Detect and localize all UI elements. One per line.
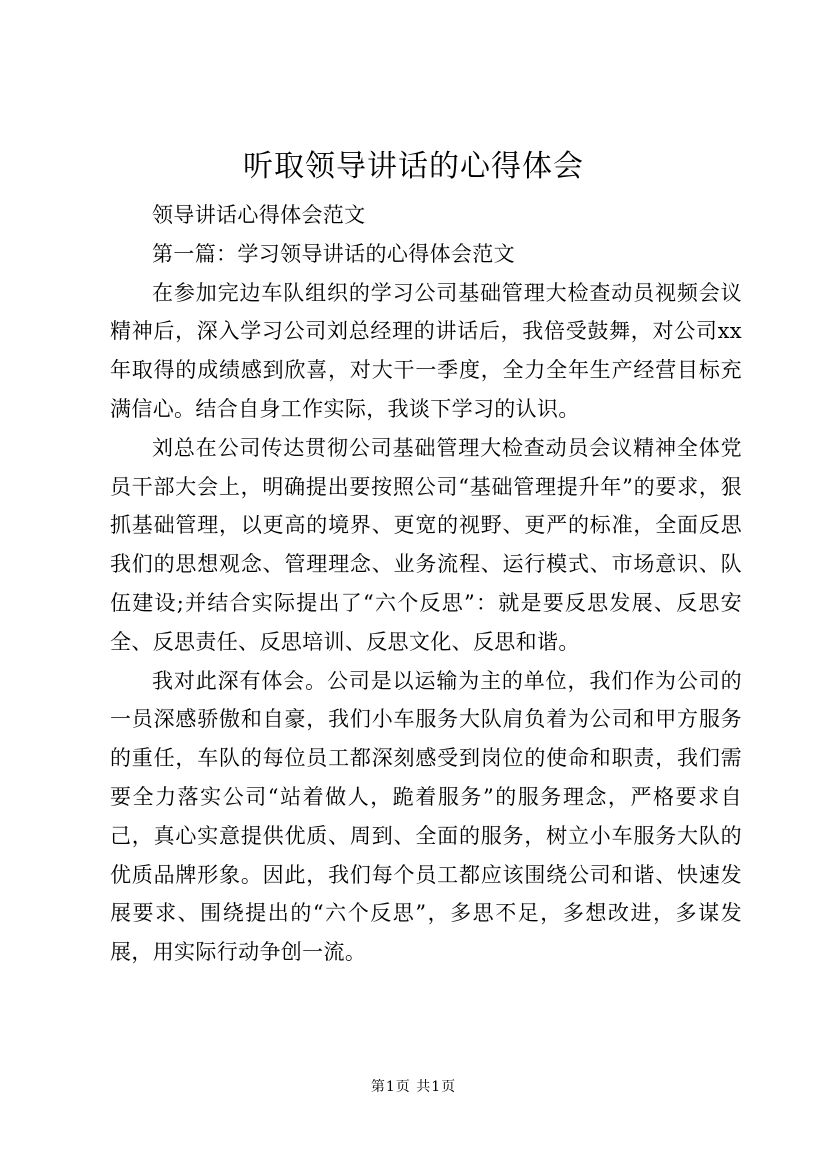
document-body: [110, 196, 742, 972]
document-title: 听取领导讲话的心得体会: [243, 149, 584, 184]
paragraph-1: 在参加完边车队组织的学习公司基础管理大检查动员视频会议精神后，深入学习公司刘总经理的讲话后，我倍受鼓舞，对公司xx年取得的成绩感到欣喜，对大干一季度，全力全年生产经营目标充满信心。结合自身工作实际，我谈下学习的认识。: [110, 280, 742, 421]
paragraph-2: 刘总在公司传达贯彻公司基础管理大检查动员会议精神全体党员干部大会上，明确提出要按照公司“基础管理提升年”的要求，狠抓基础管理，以更高的境界、更宽的视野、更严的标准，全面反思我们的思想观念、管理理念、业务流程、运行模式、市场意识、队伍建设;并结合实际提出了“六个反思”：就是要反思发展、反思安全、反思责任、反思培训、反思文化、反思和谐。: [110, 435, 742, 654]
page-footer: 第1页 共1页: [370, 1079, 457, 1095]
section-heading: 第一篇：学习领导讲话的心得体会范文: [152, 241, 515, 266]
subtitle: 领导讲话心得体会范文: [152, 203, 366, 227]
paragraph-3: 我对此深有体会。公司是以运输为主的单位，我们作为公司的一员深感骄傲和自豪，我们小车服务大队肩负着为公司和甲方服务的重任，车队的每位员工都深刻感受到岗位的使命和职责，我们需要全力落实公司“站着做人，跪着服务”的服务理念，严格要求自己，真心实意提供优质、周到、全面的服务，树立小车服务大队的优质品牌形象。因此，我们每个员工都应该围绕公司和谐、快速发展要求、围绕提出的“六个反思”，多思不足，多想改进，多谋发展，用实际行动争创一流。: [110, 668, 742, 965]
